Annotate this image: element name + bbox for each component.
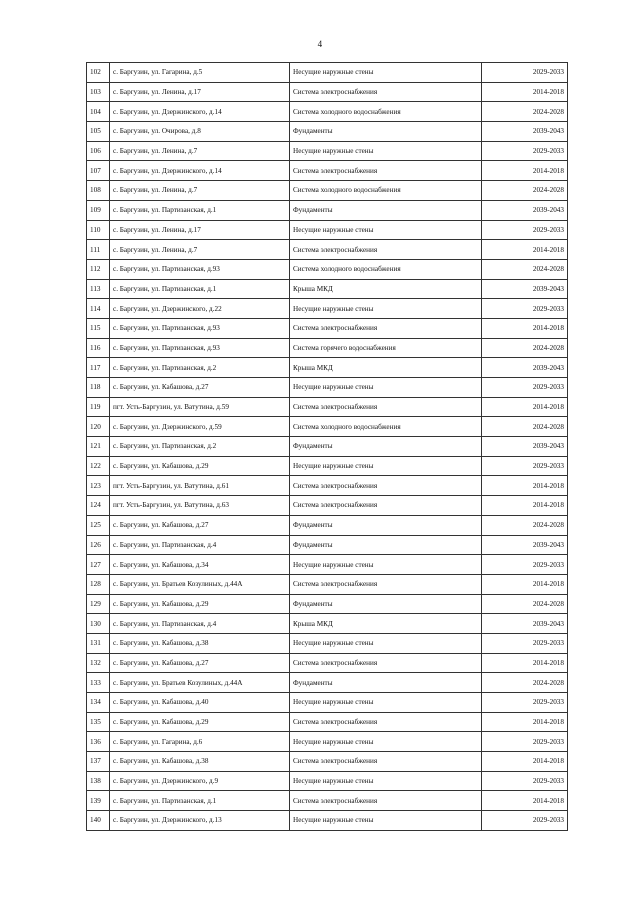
table-row [87, 496, 568, 516]
address-cell: с. Баргузин, ул. Очирова, д.8 [110, 122, 290, 142]
table-row [87, 732, 568, 752]
table-row [87, 397, 568, 417]
period-cell: 2014-2018 [482, 82, 568, 102]
address-cell: с. Баргузин, ул. Ленина, д.7 [110, 141, 290, 161]
table-row [87, 614, 568, 634]
period-cell: 2029-2033 [482, 555, 568, 575]
address-cell: с. Баргузин, ул. Кабашова, д.29 [110, 456, 290, 476]
address-cell: с. Баргузин, ул. Дзержинского, д.59 [110, 417, 290, 437]
period-cell: 2029-2033 [482, 633, 568, 653]
period-cell: 2014-2018 [482, 476, 568, 496]
period-cell: 2014-2018 [482, 791, 568, 811]
table-row [87, 378, 568, 398]
period-cell: 2039-2043 [482, 358, 568, 378]
page-number: 4 [317, 39, 323, 49]
table-row [87, 437, 568, 457]
table-row [87, 63, 568, 83]
work-type-cell: Система электроснабжения [290, 791, 482, 811]
table-row [87, 515, 568, 535]
work-type-cell: Фундаменты [290, 200, 482, 220]
table-row [87, 653, 568, 673]
table-row [87, 181, 568, 201]
row-number-cell: 119 [87, 397, 110, 417]
work-type-cell: Система электроснабжения [290, 318, 482, 338]
work-type-cell: Несущие наружные стены [290, 299, 482, 319]
row-number-cell: 113 [87, 279, 110, 299]
table-row [87, 673, 568, 693]
address-cell: с. Баргузин, ул. Партизанская, д.93 [110, 259, 290, 279]
row-number-cell: 117 [87, 358, 110, 378]
row-number-cell: 102 [87, 63, 110, 83]
address-cell: пгт. Усть-Баргузин, ул. Ватутина, д.59 [110, 397, 290, 417]
period-cell: 2014-2018 [482, 752, 568, 772]
row-number-cell: 122 [87, 456, 110, 476]
table-row [87, 594, 568, 614]
row-number-cell: 104 [87, 102, 110, 122]
address-cell: с. Баргузин, ул. Дзержинского, д.14 [110, 102, 290, 122]
row-number-cell: 103 [87, 82, 110, 102]
work-type-cell: Система электроснабжения [290, 240, 482, 260]
address-cell: с. Баргузин, ул. Партизанская, д.1 [110, 279, 290, 299]
table-row [87, 338, 568, 358]
row-number-cell: 134 [87, 693, 110, 713]
address-cell: с. Баргузин, ул. Дзержинского, д.9 [110, 771, 290, 791]
work-type-cell: Несущие наружные стены [290, 633, 482, 653]
address-cell: с. Баргузин, ул. Ленина, д.17 [110, 82, 290, 102]
period-cell: 2029-2033 [482, 811, 568, 831]
work-type-cell: Система электроснабжения [290, 496, 482, 516]
work-type-cell: Система горячего водоснабжения [290, 338, 482, 358]
period-cell: 2039-2043 [482, 200, 568, 220]
address-cell: с. Баргузин, ул. Братьев Козулиных, д.44А [110, 673, 290, 693]
address-cell: пгт. Усть-Баргузин, ул. Ватутина, д.61 [110, 476, 290, 496]
table-row [87, 220, 568, 240]
table-row [87, 279, 568, 299]
period-cell: 2014-2018 [482, 712, 568, 732]
work-type-cell: Система холодного водоснабжения [290, 417, 482, 437]
work-type-cell: Несущие наружные стены [290, 456, 482, 476]
address-cell: с. Баргузин, ул. Партизанская, д.2 [110, 437, 290, 457]
row-number-cell: 139 [87, 791, 110, 811]
table-row [87, 633, 568, 653]
work-type-cell: Фундаменты [290, 515, 482, 535]
table-row [87, 318, 568, 338]
row-number-cell: 130 [87, 614, 110, 634]
table-row [87, 358, 568, 378]
row-number-cell: 135 [87, 712, 110, 732]
work-type-cell: Несущие наружные стены [290, 141, 482, 161]
row-number-cell: 131 [87, 633, 110, 653]
address-cell: с. Баргузин, ул. Кабашова, д.38 [110, 752, 290, 772]
row-number-cell: 127 [87, 555, 110, 575]
work-type-cell: Система электроснабжения [290, 397, 482, 417]
period-cell: 2014-2018 [482, 653, 568, 673]
address-cell: с. Баргузин, ул. Кабашова, д.27 [110, 515, 290, 535]
work-type-cell: Крыша МКД [290, 358, 482, 378]
row-number-cell: 107 [87, 161, 110, 181]
work-type-cell: Система электроснабжения [290, 752, 482, 772]
row-number-cell: 109 [87, 200, 110, 220]
address-cell: с. Баргузин, ул. Партизанская, д.93 [110, 338, 290, 358]
table-row [87, 259, 568, 279]
address-cell: с. Баргузин, ул. Кабашова, д.34 [110, 555, 290, 575]
period-cell: 2039-2043 [482, 535, 568, 555]
period-cell: 2039-2043 [482, 614, 568, 634]
row-number-cell: 111 [87, 240, 110, 260]
row-number-cell: 120 [87, 417, 110, 437]
table-row [87, 555, 568, 575]
row-number-cell: 114 [87, 299, 110, 319]
period-cell: 2024-2028 [482, 594, 568, 614]
period-cell: 2039-2043 [482, 122, 568, 142]
row-number-cell: 137 [87, 752, 110, 772]
address-cell: с. Баргузин, ул. Партизанская, д.2 [110, 358, 290, 378]
address-cell: с. Баргузин, ул. Партизанская, д.1 [110, 200, 290, 220]
address-cell: с. Баргузин, ул. Кабашова, д.29 [110, 594, 290, 614]
period-cell: 2029-2033 [482, 732, 568, 752]
row-number-cell: 132 [87, 653, 110, 673]
address-cell: с. Баргузин, ул. Гагарина, д.5 [110, 63, 290, 83]
row-number-cell: 124 [87, 496, 110, 516]
work-type-cell: Система электроснабжения [290, 653, 482, 673]
period-cell: 2024-2028 [482, 417, 568, 437]
table-row [87, 102, 568, 122]
period-cell: 2014-2018 [482, 574, 568, 594]
address-cell: с. Баргузин, ул. Дзержинского, д.14 [110, 161, 290, 181]
work-type-cell: Несущие наружные стены [290, 220, 482, 240]
work-type-cell: Фундаменты [290, 535, 482, 555]
table-row [87, 240, 568, 260]
work-type-cell: Система электроснабжения [290, 82, 482, 102]
period-cell: 2024-2028 [482, 338, 568, 358]
work-type-cell: Фундаменты [290, 673, 482, 693]
table-row [87, 417, 568, 437]
period-cell: 2014-2018 [482, 496, 568, 516]
address-cell: с. Баргузин, ул. Дзержинского, д.13 [110, 811, 290, 831]
row-number-cell: 112 [87, 259, 110, 279]
row-number-cell: 121 [87, 437, 110, 457]
table-row [87, 693, 568, 713]
work-type-cell: Несущие наружные стены [290, 732, 482, 752]
table-row [87, 791, 568, 811]
table-row [87, 712, 568, 732]
address-cell: с. Баргузин, ул. Партизанская, д.4 [110, 614, 290, 634]
work-type-cell: Система холодного водоснабжения [290, 181, 482, 201]
address-cell: с. Баргузин, ул. Кабашова, д.27 [110, 653, 290, 673]
table-row [87, 299, 568, 319]
work-type-cell: Система холодного водоснабжения [290, 259, 482, 279]
period-cell: 2029-2033 [482, 378, 568, 398]
table-row [87, 476, 568, 496]
work-type-cell: Несущие наружные стены [290, 378, 482, 398]
period-cell: 2029-2033 [482, 220, 568, 240]
period-cell: 2029-2033 [482, 693, 568, 713]
period-cell: 2039-2043 [482, 437, 568, 457]
row-number-cell: 110 [87, 220, 110, 240]
period-cell: 2029-2033 [482, 63, 568, 83]
table-row [87, 456, 568, 476]
table-row [87, 811, 568, 831]
table-row [87, 535, 568, 555]
row-number-cell: 126 [87, 535, 110, 555]
row-number-cell: 128 [87, 574, 110, 594]
row-number-cell: 116 [87, 338, 110, 358]
row-number-cell: 106 [87, 141, 110, 161]
table-row [87, 161, 568, 181]
table-row [87, 141, 568, 161]
work-type-cell: Несущие наружные стены [290, 693, 482, 713]
table-row [87, 574, 568, 594]
address-cell: с. Баргузин, ул. Партизанская, д.1 [110, 791, 290, 811]
work-type-cell: Система электроснабжения [290, 161, 482, 181]
table-row [87, 771, 568, 791]
work-type-cell: Фундаменты [290, 122, 482, 142]
table-row [87, 200, 568, 220]
work-type-cell: Несущие наружные стены [290, 63, 482, 83]
work-type-cell: Система холодного водоснабжения [290, 102, 482, 122]
period-cell: 2029-2033 [482, 299, 568, 319]
period-cell: 2024-2028 [482, 181, 568, 201]
table-row [87, 82, 568, 102]
address-cell: с. Баргузин, ул. Кабашова, д.38 [110, 633, 290, 653]
period-cell: 2029-2033 [482, 456, 568, 476]
row-number-cell: 136 [87, 732, 110, 752]
table-row [87, 752, 568, 772]
table-body [87, 63, 568, 831]
period-cell: 2024-2028 [482, 259, 568, 279]
address-cell: с. Баргузин, ул. Братьев Козулиных, д.44А [110, 574, 290, 594]
work-type-cell: Несущие наружные стены [290, 771, 482, 791]
work-type-cell: Крыша МКД [290, 614, 482, 634]
work-type-cell: Система электроснабжения [290, 574, 482, 594]
address-cell: с. Баргузин, ул. Ленина, д.7 [110, 240, 290, 260]
period-cell: 2014-2018 [482, 240, 568, 260]
work-type-cell: Система электроснабжения [290, 712, 482, 732]
period-cell: 2024-2028 [482, 515, 568, 535]
work-type-cell: Крыша МКД [290, 279, 482, 299]
period-cell: 2029-2033 [482, 141, 568, 161]
address-cell: с. Баргузин, ул. Кабашова, д.40 [110, 693, 290, 713]
row-number-cell: 138 [87, 771, 110, 791]
work-type-cell: Несущие наружные стены [290, 811, 482, 831]
address-cell: с. Баргузин, ул. Ленина, д.7 [110, 181, 290, 201]
row-number-cell: 125 [87, 515, 110, 535]
period-cell: 2014-2018 [482, 397, 568, 417]
row-number-cell: 140 [87, 811, 110, 831]
work-type-cell: Несущие наружные стены [290, 555, 482, 575]
address-cell: с. Баргузин, ул. Кабашова, д.27 [110, 378, 290, 398]
address-cell: с. Баргузин, ул. Партизанская, д.93 [110, 318, 290, 338]
address-cell: с. Баргузин, ул. Партизанская, д.4 [110, 535, 290, 555]
row-number-cell: 105 [87, 122, 110, 142]
row-number-cell: 115 [87, 318, 110, 338]
address-cell: с. Баргузин, ул. Гагарина, д.6 [110, 732, 290, 752]
row-number-cell: 133 [87, 673, 110, 693]
period-cell: 2014-2018 [482, 161, 568, 181]
work-type-cell: Фундаменты [290, 594, 482, 614]
repair-schedule-table [86, 62, 568, 831]
table-row [87, 122, 568, 142]
period-cell: 2029-2033 [482, 771, 568, 791]
period-cell: 2024-2028 [482, 102, 568, 122]
address-cell: с. Баргузин, ул. Дзержинского, д.22 [110, 299, 290, 319]
address-cell: с. Баргузин, ул. Ленина, д.17 [110, 220, 290, 240]
period-cell: 2039-2043 [482, 279, 568, 299]
row-number-cell: 123 [87, 476, 110, 496]
row-number-cell: 118 [87, 378, 110, 398]
period-cell: 2024-2028 [482, 673, 568, 693]
row-number-cell: 108 [87, 181, 110, 201]
work-type-cell: Фундаменты [290, 437, 482, 457]
period-cell: 2014-2018 [482, 318, 568, 338]
row-number-cell: 129 [87, 594, 110, 614]
address-cell: пгт. Усть-Баргузин, ул. Ватутина, д.63 [110, 496, 290, 516]
address-cell: с. Баргузин, ул. Кабашова, д.29 [110, 712, 290, 732]
work-type-cell: Система электроснабжения [290, 476, 482, 496]
